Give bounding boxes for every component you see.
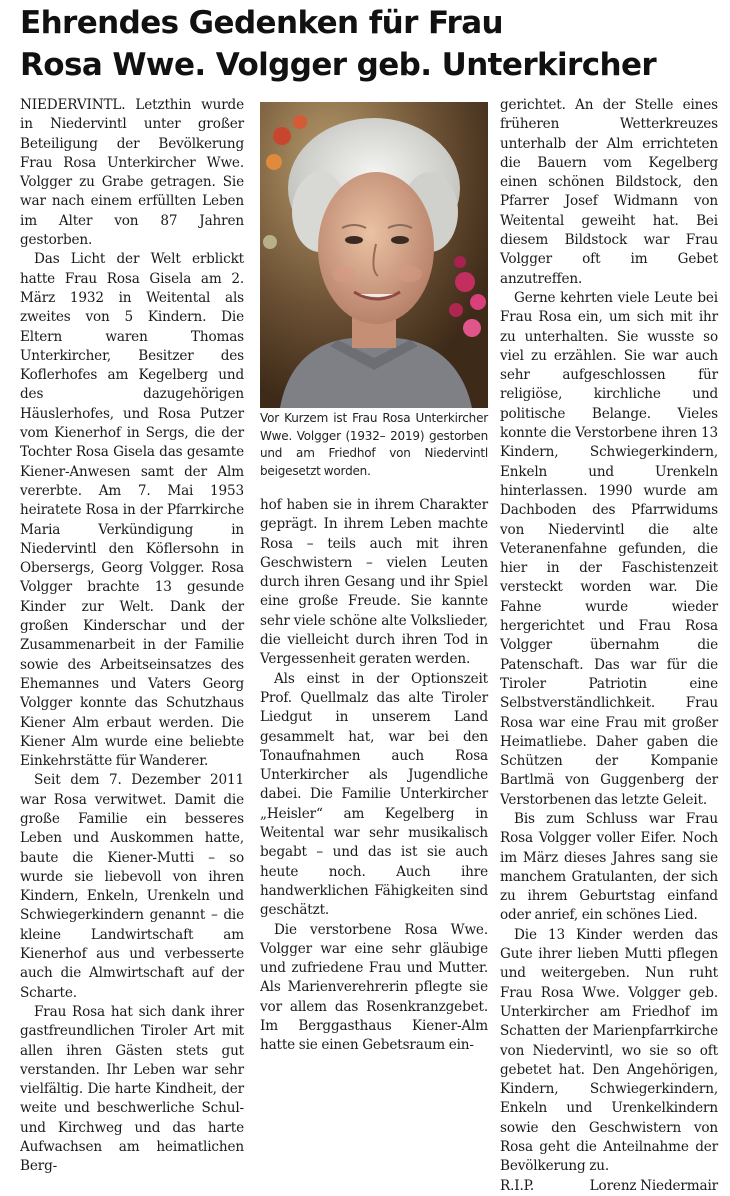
article-column-2-text: [260, 496, 488, 1056]
author-name: Lorenz Niedermair: [589, 1177, 718, 1194]
paragraph: Die 13 Kinder werden das Gute ihrer lieben Mutti pflegen und weitergeben. Nun ruht Frau Rosa Wwe. Volgger geb. Unterkircher am Friedhof im Schatten der Marienpfarrkirche von Niedervintl, wo sie so oft gebetet hat. Den Angehörigen, Kindern, Schwiegerkindern, Enkeln und Urenkelkindern sowie den Geschwistern von Rosa geht die Anteilnahme der Bevölkerung zu.: [500, 926, 718, 1175]
paragraph: Frau Rosa hat sich dank ihrer gastfreundlichen Tiroler Art mit allen ihren Gästen stets gut verstanden. Ihr Leben war sehr vielfältig. Die harte Kindheit, der weite und beschwerliche Schul- und Kirchweg und das harte Aufwachsen am heimatlichen Berg-: [20, 1003, 244, 1175]
paragraph: Das Licht der Welt erblickt hatte Frau Rosa Gisela am 2. März 1932 in Weitental als zweites von 5 Kindern. Die Eltern waren Thomas Unterkircher, Besitzer des Koflerhofes am Kegelberg und des dazugehörigen Häuslerhofes, und Rosa Putzer vom Kienerhof in Sergs, die der Tochter Rosa Gisela das gesamte Kiener-Anwesen samt der Alm vererbte. Am 7. Mai 1953 heiratete Rosa in der Pfarrkirche Maria Verkündigung in Niedervintl den Köflersohn in Obersergs, Georg Volgger. Rosa Volgger brachte 13 gesunde Kinder zur Welt. Dank der großen Kinderschar und der Zusammenarbeit in der Familie sowie des Arbeitseinsatzes des Ehemannes und Vaters Georg Volgger konnte das Schutzhaus Kiener Alm erbaut werden. Die Kiener Alm wurde eine beliebte Einkehrstätte für Wanderer.: [20, 251, 244, 770]
paragraph: NIEDERVINTL. Letzthin wurde in Niedervintl unter großer Beteiligung der Bevölkerung Frau Rosa Unterkircher Wwe. Volgger zu Grabe getragen. Sie war nach einem erfüllten Leben im Alter von 87 Jahren gestorben.: [20, 97, 244, 249]
signoff: [500, 1177, 718, 1196]
headline-line-1: Ehrendes Gedenken für Frau: [20, 5, 504, 41]
paragraph: Gerne kehrten viele Leute bei Frau Rosa ein, um sich mit ihr zu unterhalten. Sie wusste so viel zu erzählen. Sie war auch sehr aufgeschlossen für religiöse, kirchliche und politische Belange. Vieles konnte die Verstorbene ihren 13 Kindern, Schwiegerkindern, Enkeln und Urenkeln hinterlassen. 1990 wurde am Dachboden des Pfarrwidums von Niedervintl die alte Veteranenfahne gefunden, die hier in der Faschistenzeit versteckt worden war. Die Fahne wurde wieder hergerichtet und Frau Rosa Volgger übernahm die Patenschaft. Das war für die Tiroler Patriotin eine Selbstverständlichkeit. Frau Rosa war eine Frau mit großer Heimatliebe. Daher gaben die Schützen der Kompanie Bartlmä von Guggenberg der Verstorbenen das letzte Geleit.: [500, 289, 718, 808]
paragraph: Als einst in der Optionszeit Prof. Quellmalz das alte Tiroler Liedgut in unserem Land gesammelt hat, war bei den Tonaufnahmen auch Rosa Unterkircher als Jugendliche dabei. Die Familie Unterkircher „Heisler“ am Kegelberg in Weitental war sehr musikalisch begabt – und das ist sie auch heute noch. Auch ihre handwerklichen Fähigkeiten sind geschätzt.: [260, 670, 488, 919]
portrait-photo: [260, 102, 488, 408]
paragraph: Die verstorbene Rosa Wwe. Volgger war eine sehr gläubige und zufriedene Frau und Mutter. Als Marienverehrerin pflegte sie vor allem das Rosenkranzgebet. Im Berggasthaus Kiener-Alm hatte sie einen Gebetsraum ein-: [260, 921, 488, 1054]
photo-caption: Vor Kurzem ist Frau Rosa Unterkircher Wwe. Volgger (1932– 2019) gestorben und am Friedhof von Niedervintl beigesetzt worden.: [260, 411, 488, 478]
article-column-3: [500, 96, 718, 1196]
paragraph: hof haben sie in ihrem Charakter geprägt. In ihrem Leben machte Rosa – teils auch mit ihren Geschwistern – vielen Leuten durch ihren Gesang und ihr Spiel eine große Freude. Sie kannte sehr viele schöne alte Volkslieder, die vielleicht durch ihren Tod in Vergessenheit geraten werden.: [260, 497, 488, 668]
paragraph: gerichtet. An der Stelle eines früheren Wetterkreuzes unterhalb der Alm errichteten die Bauern vom Kegelberg einen schönen Bildstock, den Pfarrer Josef Widmann von Weitental geweiht hat. Bei diesem Bildstock war Frau Volgger oft im Gebet anzutreffen.: [500, 97, 718, 287]
portrait-illustration: [260, 102, 488, 408]
headline: [20, 2, 720, 86]
headline-line-2: Rosa Wwe. Volgger geb. Unterkircher: [20, 47, 657, 83]
article-column-1: [20, 96, 244, 1177]
paragraph: Bis zum Schluss war Frau Rosa Volgger voller Eifer. Noch im März dieses Jahres sang sie manchem Gratulanten, der sich zu ihrem Geburtstag einfand oder anrief, ein schönes Lied.: [500, 810, 718, 924]
rip-text: R.I.P.: [500, 1177, 535, 1194]
paragraph: Seit dem 7. Dezember 2011 war Rosa verwitwet. Damit die große Familie ein besseres Leben und Auskommen hatte, baute die Kiener-Mutti – so wurde sie liebevoll von ihren Kindern, Enkeln, Urenkeln und Schwiegerkindern genannt – die kleine Landwirtschaft am Kienerhof aus und verbesserte auch die Almwirtschaft auf der Scharte.: [20, 772, 244, 1001]
